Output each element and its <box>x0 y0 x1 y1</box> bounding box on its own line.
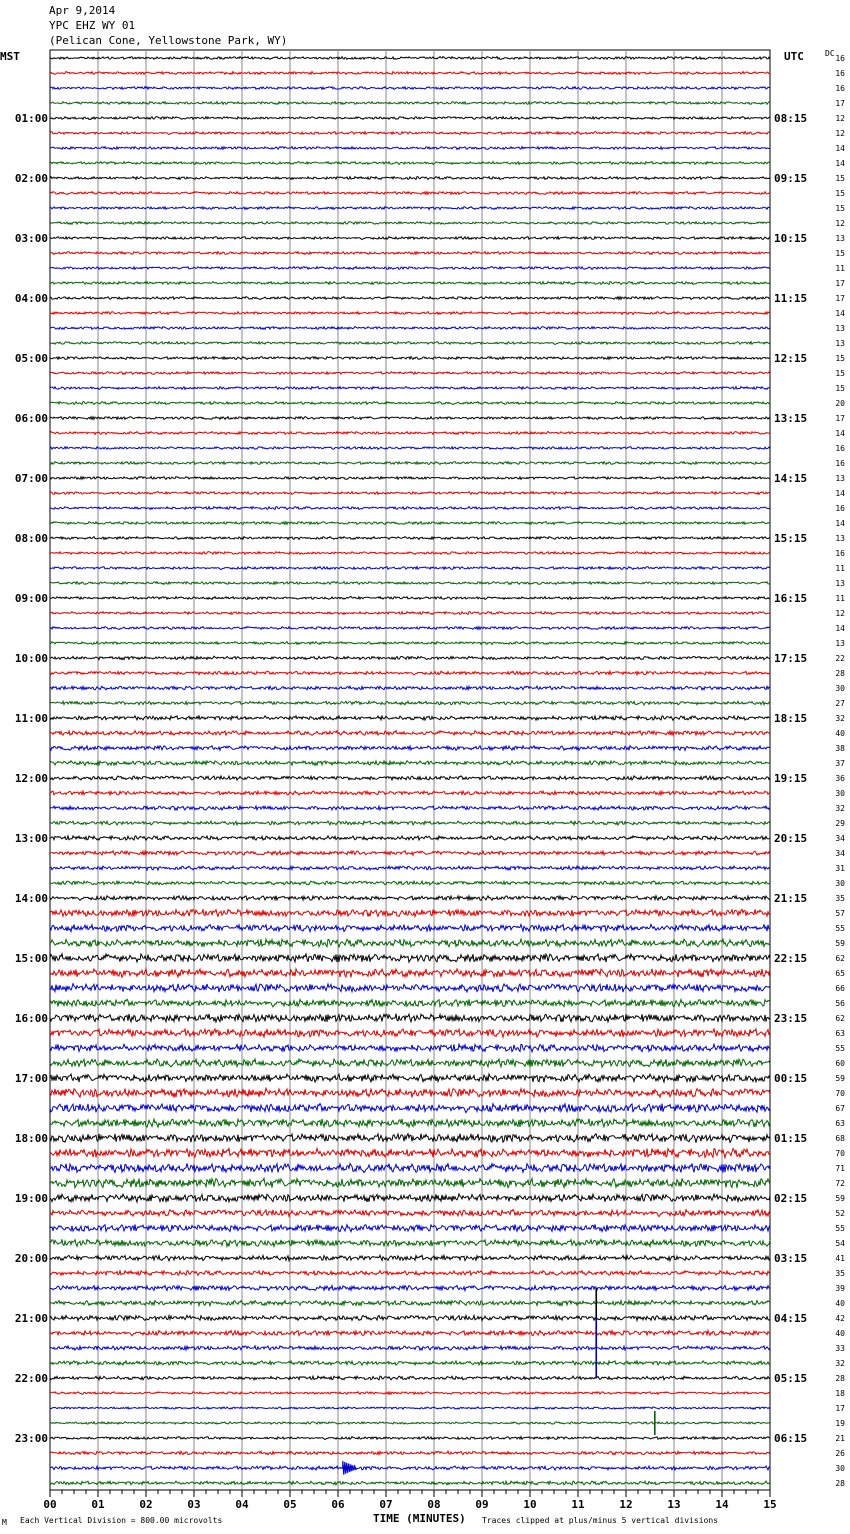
dc-label: DC <box>825 49 835 58</box>
dc-offset-label: 30 <box>835 879 845 888</box>
right-hour-label: 20:15 <box>774 832 808 845</box>
right-hour-label: 17:15 <box>774 652 808 665</box>
dc-offset-label: 28 <box>835 669 845 678</box>
dc-offset-label: 16 <box>835 54 845 63</box>
trace-line <box>50 746 770 751</box>
left-hour-label: 13:00 <box>14 832 48 845</box>
trace-line <box>50 1178 770 1188</box>
dc-offset-label: 13 <box>835 534 845 543</box>
trace-line <box>50 686 770 690</box>
x-axis-title: TIME (MINUTES) <box>373 1512 466 1525</box>
dc-offset-label: 13 <box>835 324 845 333</box>
dc-offset-label: 66 <box>835 984 845 993</box>
trace-line <box>50 237 770 240</box>
dc-offset-label: 55 <box>835 1224 845 1233</box>
dc-offset-label: 40 <box>835 729 845 738</box>
right-hour-label: 23:15 <box>774 1012 808 1025</box>
left-hour-label: 09:00 <box>14 592 48 605</box>
trace-line <box>50 984 770 993</box>
dc-offset-label: 35 <box>835 1269 845 1278</box>
dc-offset-label: 57 <box>835 909 845 918</box>
trace-line <box>50 1088 770 1097</box>
left-hour-label: 12:00 <box>14 772 48 785</box>
right-hour-label: 16:15 <box>774 592 808 605</box>
x-tick-label: 06 <box>331 1498 345 1511</box>
trace-line <box>50 1014 770 1022</box>
trace-line <box>50 1194 770 1202</box>
right-hour-label: 08:15 <box>774 112 808 125</box>
dc-offset-label: 13 <box>835 474 845 483</box>
trace-line <box>50 1224 770 1231</box>
trace-line <box>50 1210 770 1217</box>
trace-line <box>50 1029 770 1037</box>
left-hour-label: 14:00 <box>14 892 48 905</box>
dc-offset-label: 35 <box>835 894 845 903</box>
trace-line <box>50 776 770 780</box>
trace-line <box>50 342 770 345</box>
trace-line <box>50 147 770 150</box>
dc-offset-label: 21 <box>835 1434 845 1443</box>
dc-offset-label: 56 <box>835 999 845 1008</box>
dc-offset-label: 32 <box>835 804 845 813</box>
corner-mark: M <box>2 1518 7 1527</box>
trace-line <box>50 327 770 330</box>
x-tick-label: 15 <box>763 1498 777 1511</box>
trace-line <box>50 627 770 630</box>
trace-line <box>50 806 770 810</box>
dc-offset-label: 17 <box>835 279 845 288</box>
right-hour-label: 15:15 <box>774 532 808 545</box>
left-hour-label: 08:00 <box>14 532 48 545</box>
dc-offset-label: 59 <box>835 1194 845 1203</box>
right-hour-label: 19:15 <box>774 772 808 785</box>
dc-offset-label: 62 <box>835 1014 845 1023</box>
dc-offset-label: 14 <box>835 144 845 153</box>
right-hour-label: 14:15 <box>774 472 808 485</box>
dc-offset-label: 71 <box>835 1164 845 1173</box>
trace-line <box>50 582 770 585</box>
left-hour-label: 21:00 <box>14 1312 48 1325</box>
right-hour-label: 01:15 <box>774 1132 808 1145</box>
dc-offset-label: 15 <box>835 249 845 258</box>
dc-offset-label: 16 <box>835 69 845 78</box>
dc-offset-label: 17 <box>835 414 845 423</box>
dc-offset-label: 16 <box>835 84 845 93</box>
left-hour-label: 04:00 <box>14 292 48 305</box>
trace-line <box>50 1392 770 1395</box>
trace-line <box>50 1255 770 1261</box>
dc-offset-label: 17 <box>835 1404 845 1413</box>
dc-offset-label: 17 <box>835 99 845 108</box>
trace-line <box>50 1074 770 1082</box>
trace-line <box>50 881 770 885</box>
left-hour-label: 20:00 <box>14 1252 48 1265</box>
dc-offset-label: 11 <box>835 594 845 603</box>
trace-line <box>50 447 770 450</box>
dc-offset-label: 30 <box>835 1464 845 1473</box>
trace-line <box>50 866 770 870</box>
trace-line <box>50 492 770 495</box>
dc-offset-label: 70 <box>835 1089 845 1098</box>
trace-line <box>50 954 770 963</box>
dc-offset-label: 27 <box>835 699 845 708</box>
left-hour-label: 05:00 <box>14 352 48 365</box>
dc-offset-label: 38 <box>835 744 845 753</box>
trace-line <box>50 537 770 540</box>
dc-offset-label: 32 <box>835 1359 845 1368</box>
dc-offset-label: 63 <box>835 1119 845 1128</box>
trace-line <box>50 1376 770 1380</box>
trace-line <box>50 372 770 375</box>
x-tick-label: 14 <box>715 1498 729 1511</box>
x-tick-label: 05 <box>283 1498 297 1511</box>
trace-line <box>50 1271 770 1276</box>
trace-line <box>50 267 770 270</box>
trace-line <box>50 1330 770 1335</box>
left-hour-label: 11:00 <box>14 712 48 725</box>
trace-line <box>50 612 770 615</box>
trace-line <box>50 402 770 405</box>
dc-offset-label: 13 <box>835 234 845 243</box>
dc-offset-label: 55 <box>835 924 845 933</box>
trace-line <box>50 87 770 90</box>
trace-line <box>50 1119 770 1128</box>
trace-line <box>50 252 770 255</box>
trace-line <box>50 671 770 675</box>
dc-offset-label: 59 <box>835 939 845 948</box>
dc-offset-label: 72 <box>835 1179 845 1188</box>
dc-offset-label: 32 <box>835 714 845 723</box>
x-tick-label: 11 <box>571 1498 585 1511</box>
dc-offset-label: 13 <box>835 339 845 348</box>
trace-line <box>50 909 770 916</box>
mst-label: MST <box>0 50 20 63</box>
trace-line <box>50 522 770 525</box>
trace-line <box>50 924 770 931</box>
trace-line <box>50 1163 770 1172</box>
x-tick-label: 08 <box>427 1498 441 1511</box>
right-hour-label: 11:15 <box>774 292 808 305</box>
trace-line <box>50 597 770 600</box>
left-hour-label: 23:00 <box>14 1432 48 1445</box>
x-tick-label: 01 <box>91 1498 105 1511</box>
trace-line <box>50 207 770 210</box>
trace-line <box>50 1286 770 1291</box>
right-hour-label: 12:15 <box>774 352 808 365</box>
dc-offset-label: 42 <box>835 1314 845 1323</box>
trace-line <box>50 1407 770 1409</box>
right-hour-label: 21:15 <box>774 892 808 905</box>
dc-offset-label: 40 <box>835 1329 845 1338</box>
dc-offset-label: 16 <box>835 549 845 558</box>
dc-offset-label: 11 <box>835 564 845 573</box>
left-hour-label: 01:00 <box>14 112 48 125</box>
dc-offset-label: 12 <box>835 609 845 618</box>
dc-offset-label: 26 <box>835 1449 845 1458</box>
trace-line <box>50 1315 770 1320</box>
x-tick-label: 02 <box>139 1498 153 1511</box>
dc-offset-label: 12 <box>835 114 845 123</box>
trace-line <box>50 836 770 840</box>
dc-offset-label: 62 <box>835 954 845 963</box>
trace-line <box>50 387 770 390</box>
trace-line <box>50 477 770 480</box>
dc-offset-label: 68 <box>835 1134 845 1143</box>
left-hour-label: 06:00 <box>14 412 48 425</box>
dc-offset-label: 14 <box>835 624 845 633</box>
right-hour-label: 09:15 <box>774 172 808 185</box>
x-tick-label: 10 <box>523 1498 537 1511</box>
left-hour-label: 16:00 <box>14 1012 48 1025</box>
trace-line <box>50 851 770 855</box>
left-hour-label: 19:00 <box>14 1192 48 1205</box>
trace-line <box>50 72 770 75</box>
left-hour-label: 02:00 <box>14 172 48 185</box>
right-hour-label: 06:15 <box>774 1432 808 1445</box>
dc-offset-label: 63 <box>835 1029 845 1038</box>
dc-offset-label: 41 <box>835 1254 845 1263</box>
dc-offset-label: 15 <box>835 384 845 393</box>
dc-offset-label: 55 <box>835 1044 845 1053</box>
dc-offset-label: 14 <box>835 309 845 318</box>
trace-line <box>50 1481 770 1485</box>
trace-line <box>50 1451 770 1455</box>
right-hour-label: 05:15 <box>774 1372 808 1385</box>
trace-line <box>50 57 770 60</box>
trace-line <box>50 791 770 795</box>
trace-line <box>50 1239 770 1246</box>
trace-line <box>50 567 770 570</box>
dc-offset-label: 29 <box>835 819 845 828</box>
left-hour-label: 15:00 <box>14 952 48 965</box>
dc-offset-label: 18 <box>835 1389 845 1398</box>
left-hour-label: 22:00 <box>14 1372 48 1385</box>
trace-line <box>50 1346 770 1350</box>
trace-line <box>50 701 770 705</box>
trace-line <box>50 102 770 105</box>
dc-offset-label: 40 <box>835 1299 845 1308</box>
dc-offset-label: 36 <box>835 774 845 783</box>
dc-offset-label: 28 <box>835 1479 845 1488</box>
trace-line <box>50 896 770 901</box>
dc-offset-label: 22 <box>835 654 845 663</box>
x-tick-label: 13 <box>667 1498 681 1511</box>
dc-offset-label: 15 <box>835 204 845 213</box>
right-hour-label: 00:15 <box>774 1072 808 1085</box>
trace-line <box>50 132 770 135</box>
trace-line <box>50 731 770 736</box>
dc-offset-label: 15 <box>835 369 845 378</box>
dc-offset-label: 52 <box>835 1209 845 1218</box>
left-hour-label: 18:00 <box>14 1132 48 1145</box>
trace-line <box>50 1134 770 1143</box>
trace-line <box>50 761 770 766</box>
dc-offset-label: 34 <box>835 834 845 843</box>
left-hour-label: 03:00 <box>14 232 48 245</box>
dc-offset-label: 30 <box>835 789 845 798</box>
trace-line <box>50 1361 770 1365</box>
trace-line <box>50 192 770 195</box>
trace-line <box>50 222 770 225</box>
trace-line <box>50 1437 770 1440</box>
dc-offset-label: 60 <box>835 1059 845 1068</box>
dc-offset-label: 65 <box>835 969 845 978</box>
dc-offset-label: 20 <box>835 399 845 408</box>
right-hour-label: 18:15 <box>774 712 808 725</box>
dc-offset-label: 28 <box>835 1374 845 1383</box>
trace-line <box>50 969 770 978</box>
dc-offset-label: 15 <box>835 354 845 363</box>
dc-offset-label: 14 <box>835 519 845 528</box>
trace-line <box>50 642 770 645</box>
location-label: (Pelican Cone, Yellowstone Park, WY) <box>49 34 288 47</box>
division-note: Each Vertical Division = 800.00 microvolts <box>20 1516 223 1525</box>
dc-offset-label: 19 <box>835 1419 845 1428</box>
clip-note: Traces clipped at plus/minus 5 vertical divisions <box>482 1516 719 1525</box>
dc-offset-label: 15 <box>835 174 845 183</box>
trace-line <box>50 1059 770 1067</box>
dc-offset-label: 30 <box>835 684 845 693</box>
trace-line <box>50 312 770 315</box>
trace-line <box>50 507 770 510</box>
trace-line <box>50 117 770 120</box>
trace-line <box>50 1148 770 1157</box>
right-hour-label: 10:15 <box>774 232 808 245</box>
dc-offset-label: 54 <box>835 1239 845 1248</box>
right-hour-label: 13:15 <box>774 412 808 425</box>
left-hour-label: 10:00 <box>14 652 48 665</box>
dc-offset-label: 70 <box>835 1149 845 1158</box>
trace-line <box>50 1044 770 1052</box>
station-label: YPC EHZ WY 01 <box>49 19 136 32</box>
trace-line <box>50 162 770 165</box>
dc-offset-label: 17 <box>835 294 845 303</box>
dc-offset-label: 67 <box>835 1104 845 1113</box>
dc-offset-label: 16 <box>835 459 845 468</box>
dc-offset-label: 12 <box>835 219 845 228</box>
x-tick-label: 07 <box>379 1498 393 1511</box>
utc-label: UTC <box>784 50 804 63</box>
trace-line <box>50 282 770 285</box>
trace-line <box>50 1466 770 1470</box>
trace-line <box>50 432 770 435</box>
x-tick-label: 12 <box>619 1498 633 1511</box>
trace-line <box>50 656 770 660</box>
x-tick-label: 00 <box>43 1498 57 1511</box>
left-hour-label: 17:00 <box>14 1072 48 1085</box>
trace-line <box>50 417 770 420</box>
left-hour-label: 07:00 <box>14 472 48 485</box>
dc-offset-label: 13 <box>835 579 845 588</box>
dc-offset-label: 16 <box>835 504 845 513</box>
trace-line <box>50 1422 770 1425</box>
event-burst <box>343 1461 356 1475</box>
trace-line <box>50 1104 770 1113</box>
right-hour-label: 04:15 <box>774 1312 808 1325</box>
trace-line <box>50 939 770 947</box>
dc-offset-label: 39 <box>835 1284 845 1293</box>
dc-offset-label: 16 <box>835 444 845 453</box>
dc-offset-label: 59 <box>835 1074 845 1083</box>
dc-offset-label: 14 <box>835 489 845 498</box>
trace-line <box>50 552 770 555</box>
dc-offset-label: 31 <box>835 864 845 873</box>
trace-line <box>50 999 770 1007</box>
x-tick-label: 04 <box>235 1498 249 1511</box>
right-hour-label: 03:15 <box>774 1252 808 1265</box>
right-hour-label: 22:15 <box>774 952 808 965</box>
dc-offset-label: 11 <box>835 264 845 273</box>
dc-offset-label: 14 <box>835 429 845 438</box>
right-hour-label: 02:15 <box>774 1192 808 1205</box>
trace-line <box>50 357 770 360</box>
trace-line <box>50 1300 770 1305</box>
dc-offset-label: 37 <box>835 759 845 768</box>
trace-line <box>50 716 770 720</box>
dc-offset-label: 13 <box>835 639 845 648</box>
x-tick-label: 03 <box>187 1498 201 1511</box>
trace-line <box>50 297 770 300</box>
trace-line <box>50 821 770 825</box>
trace-line <box>50 462 770 465</box>
dc-offset-label: 12 <box>835 129 845 138</box>
date-label: Apr 9,2014 <box>49 4 116 17</box>
dc-offset-label: 33 <box>835 1344 845 1353</box>
dc-offset-label: 14 <box>835 159 845 168</box>
trace-line <box>50 177 770 180</box>
dc-offset-label: 15 <box>835 189 845 198</box>
x-tick-label: 09 <box>475 1498 489 1511</box>
dc-offset-label: 34 <box>835 849 845 858</box>
